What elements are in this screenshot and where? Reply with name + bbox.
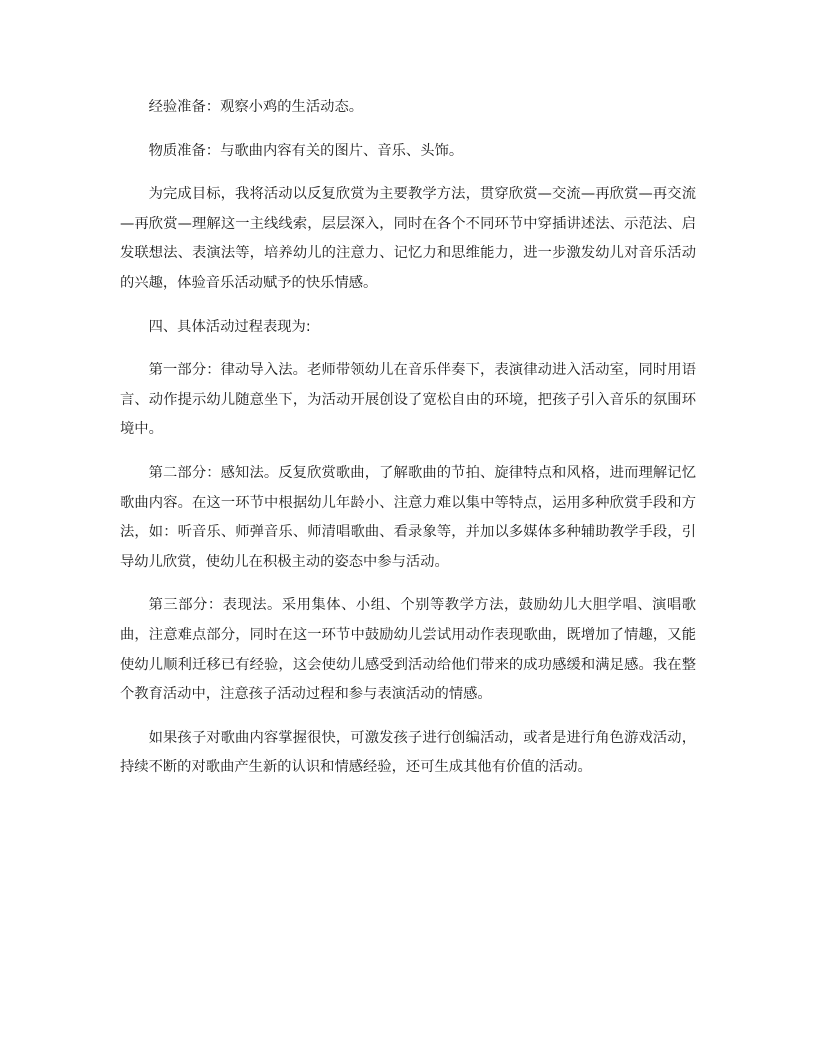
document-body: [120, 93, 696, 797]
paragraph-experience-prep: 经验准备：观察小鸡的生活动态。: [148, 99, 364, 115]
paragraph-teaching-method: 为完成目标，我将活动以反复欣赏为主要教学方法，贯穿欣赏—交流—再欣赏—再交流—再欣赏—理解这一主线线索，层层深入，同时在各个不同环节中穿插讲述法、示范法、启发联想法、表演法等，培养幼儿的注意力、记忆力和思维能力，进一步激发幼儿对音乐活动的兴趣，体验音乐活动赋予的快乐情感。: [120, 186, 696, 291]
paragraph-extension: 如果孩子对歌曲内容掌握很快，可激发孩子进行创编活动，或者是进行角色游戏活动，持续不断的对歌曲产生新的认识和情感经验，还可生成其他有价值的活动。: [120, 729, 696, 776]
paragraph-part-three: 第三部分：表现法。采用集体、小组、个别等教学方法，鼓励幼儿大胆学唱、演唱歌曲，注意难点部分，同时在这一环节中鼓励幼儿尝试用动作表现歌曲，既增加了情趣，又能使幼儿顺利迁移已有经验，这会使幼儿感受到活动给他们带来的成功感缓和满足感。我在整个教育活动中，注意孩子活动过程和参与表演活动的情感。: [120, 597, 696, 703]
paragraph-material-prep: 物质准备：与歌曲内容有关的图片、音乐、头饰。: [148, 142, 464, 159]
paragraph-part-one: 第一部分：律动导入法。老师带领幼儿在音乐伴奏下，表演律动进入活动室，同时用语言、动作提示幼儿随意坐下，为活动开展创设了宽松自由的环境，把孩子引入音乐的氛围环境中。: [120, 362, 696, 438]
section-heading-activity-process: 四、具体活动过程表现为:: [148, 318, 311, 335]
paragraph-part-two: 第二部分：感知法。反复欣赏歌曲，了解歌曲的节拍、旋律特点和风格，进而理解记忆歌曲内容。在这一环节中根据幼儿年龄小、注意力难以集中等特点，运用多种欣赏手段和方法，如：听音乐、师弹音乐、师清唱歌曲、看录象等，并加以多媒体多种辅助教学手段，引导幼儿欣赏，使幼儿在积极主动的姿态中参与活动。: [120, 464, 696, 570]
